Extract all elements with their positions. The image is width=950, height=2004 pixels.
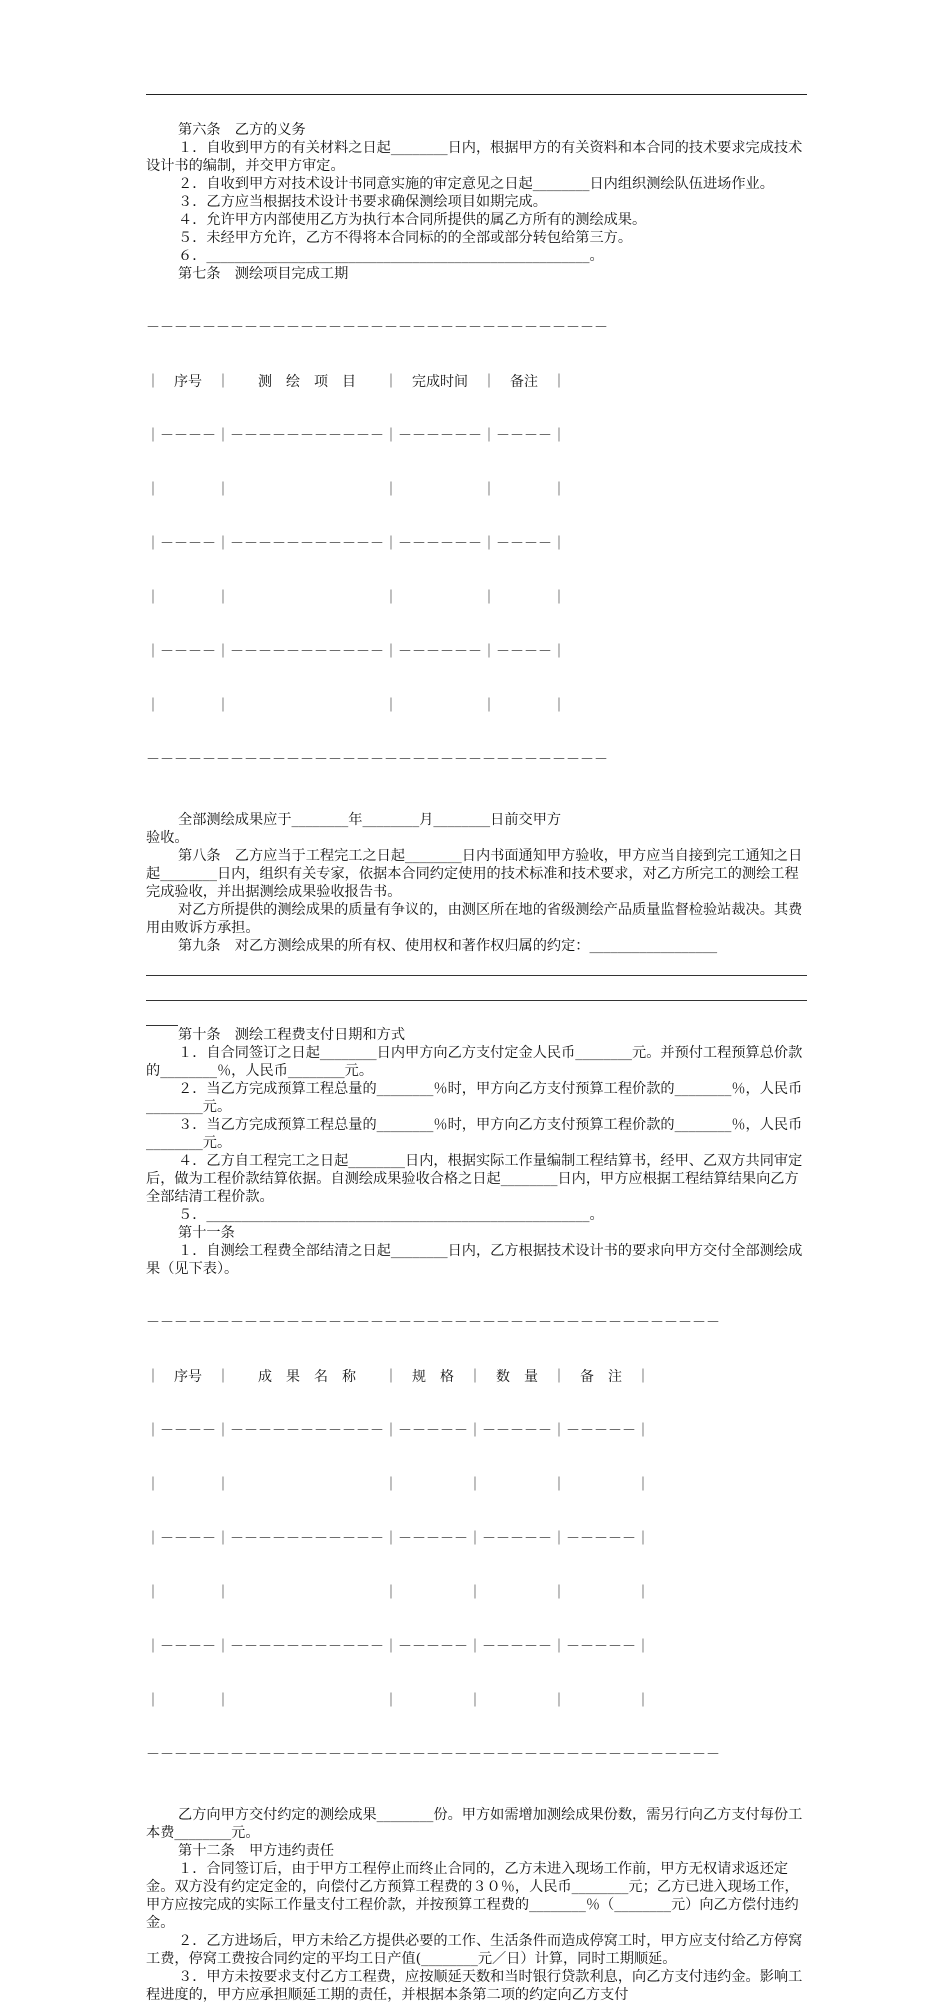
article-11-title: 第十一条 (178, 1225, 235, 1241)
table-row: ｜－－－－｜－－－－－－－－－－－｜－－－－－｜－－－－－｜－－－－－｜ (146, 1423, 650, 1439)
article-12-item-3: ３．甲方未按要求支付乙方工程费，应按顺延天数和当时银行贷款利息，向乙方支付违约金。影响工程进度的，甲方应承担顺延工期的责任，并根据本条第二项的约定向乙方支付 (146, 1969, 803, 2003)
article-10-item-4: ４．乙方自工程完工之日起________日内，根据实际工作量编制工程结算书，经甲、乙双方共同审定后，做为工程价款结算依据。自测绘成果验收合格之日起________日内，甲方应根据工程结算结果向乙方全部结清工程价款。 (146, 1153, 803, 1205)
article-8-para-2: 对乙方所提供的测绘成果的质量有争议的，由测区所在地的省级测绘产品质量监督检验站裁决。其费用由败诉方承担。 (146, 902, 803, 936)
article-12-title: 第十二条 甲方违约责任 (178, 1843, 335, 1859)
fill-line (146, 957, 807, 976)
table-row: ｜ ｜ ｜ ｜ ｜ ｜ (146, 1477, 650, 1493)
article-10-item-3: ３．当乙方完成预算工程总量的________％时，甲方向乙方支付预算工程价款的________％，人民币________元。 (146, 1117, 803, 1151)
article-6-item-5: ５．未经甲方允许，乙方不得将本合同标的的全部或部分转包给第三方。 (178, 230, 633, 246)
article-10-title: 第十条 测绘工程费支付日期和方式 (178, 1027, 406, 1043)
article-9-para: 第九条 对乙方测绘成果的所有权、使用权和著作权归属的约定：__________________ (178, 938, 718, 954)
table-row: ｜－－－－｜－－－－－－－－－－－｜－－－－－｜－－－－－｜－－－－－｜ (146, 1639, 650, 1655)
article-7-title: 第七条 测绘项目完成工期 (178, 266, 349, 282)
table-row: ｜ 序号 ｜ 成 果 名 称 ｜ 规 格 ｜ 数 量 ｜ 备 注 ｜ (146, 1369, 650, 1385)
article-6-item-4: ４．允许甲方内部使用乙方为执行本合同所提供的属乙方所有的测绘成果。 (178, 212, 647, 228)
article-12-item-1: １．合同签订后，由于甲方工程停止而终止合同的，乙方未进入现场工作前，甲方无权请求返还定金。双方没有约定定金的，向偿付乙方预算工程费的３０％，人民币________元；乙方已进入现场工作，甲方应按完成的实际工作量支付工程价款，并按预算工程费的________％（________元）向乙方偿付违约金。 (146, 1861, 799, 1931)
article-11-item-1: １．自测绘工程费全部结清之日起________日内，乙方根据技术设计书的要求向甲方交付全部测绘成果（见下表）。 (146, 1243, 803, 1277)
table-row: －－－－－－－－－－－－－－－－－－－－－－－－－－－－－－－－－－－－－－－－－ (146, 1747, 720, 1763)
header-rule (146, 94, 807, 95)
table-row: －－－－－－－－－－－－－－－－－－－－－－－－－－－－－－－－－ (146, 752, 608, 768)
table-row: ｜ ｜ ｜ ｜ ｜ (146, 590, 566, 606)
article-6-item-2: ２．自收到甲方对技术设计书同意实施的审定意见之日起________日内组织测绘队伍进场作业。 (178, 176, 774, 192)
article-8-para-1: 第八条 乙方应当于工程完工之日起________日内书面通知甲方验收，甲方应当自接到完工通知之日起________日内，组织有关专家，依据本合同约定使用的技术标准和技术要求，对乙方所完工的测绘工程完成验收，并出据测绘成果验收报告书。 (146, 848, 803, 900)
article-7-deadline: 全部测绘成果应于________年________月________日前交甲方 (178, 812, 562, 828)
article-10-item-1: １．自合同签订之日起________日内甲方向乙方支付定金人民币________元。并预付工程预算总价款的________％，人民币________元。 (146, 1045, 803, 1079)
fill-line (146, 982, 807, 1001)
table-row: －－－－－－－－－－－－－－－－－－－－－－－－－－－－－－－－－－－－－－－－－ (146, 1315, 720, 1331)
table-row: ｜－－－－｜－－－－－－－－－－－｜－－－－－－｜－－－－｜ (146, 536, 566, 552)
deliverables-table (146, 1278, 807, 1800)
article-6-item-3: ３．乙方应当根据技术设计书要求确保测绘项目如期完成。 (178, 194, 547, 210)
article-7-deadline-cont: 验收。 (146, 830, 189, 846)
schedule-table (146, 283, 807, 805)
table-row: ｜－－－－｜－－－－－－－－－－－｜－－－－－－｜－－－－｜ (146, 428, 566, 444)
article-12-item-2: ２．乙方进场后，甲方未给乙方提供必要的工作、生活条件而造成停窝工时，甲方应支付给乙方停窝工费，停窝工费按合同约定的平均工日产值(________元／日）计算，同时工期顺延。 (146, 1933, 803, 1967)
table-row: －－－－－－－－－－－－－－－－－－－－－－－－－－－－－－－－－ (146, 320, 608, 336)
article-6-item-1: １．自收到甲方的有关材料之日起________日内，根据甲方的有关资料和本合同的技术要求完成技术设计书的编制，并交甲方审定。 (146, 140, 803, 174)
article-10-item-5: ５．______________________________________________________。 (178, 1207, 604, 1223)
article-6-item-6: ６．______________________________________________________。 (178, 248, 604, 264)
fill-line-short (146, 1007, 178, 1026)
table-row: ｜－－－－｜－－－－－－－－－－－｜－－－－－－｜－－－－｜ (146, 644, 566, 660)
table-row: ｜ ｜ ｜ ｜ ｜ (146, 698, 566, 714)
contract-body (146, 121, 807, 2004)
article-6-title: 第六条 乙方的义务 (178, 122, 306, 138)
table-row: ｜ 序号 ｜ 测 绘 项 目 ｜ 完成时间 ｜ 备注 ｜ (146, 374, 566, 390)
table-row: ｜ ｜ ｜ ｜ ｜ (146, 482, 566, 498)
article-10-item-2: ２．当乙方完成预算工程总量的________％时，甲方向乙方支付预算工程价款的________％，人民币________元。 (146, 1081, 803, 1115)
table-row: ｜ ｜ ｜ ｜ ｜ ｜ (146, 1693, 650, 1709)
table-row: ｜ ｜ ｜ ｜ ｜ ｜ (146, 1585, 650, 1601)
article-11-copies: 乙方向甲方交付约定的测绘成果________份。甲方如需增加测绘成果份数，需另行向乙方支付每份工本费________元。 (146, 1807, 803, 1841)
table-row: ｜－－－－｜－－－－－－－－－－－｜－－－－－｜－－－－－｜－－－－－｜ (146, 1531, 650, 1547)
